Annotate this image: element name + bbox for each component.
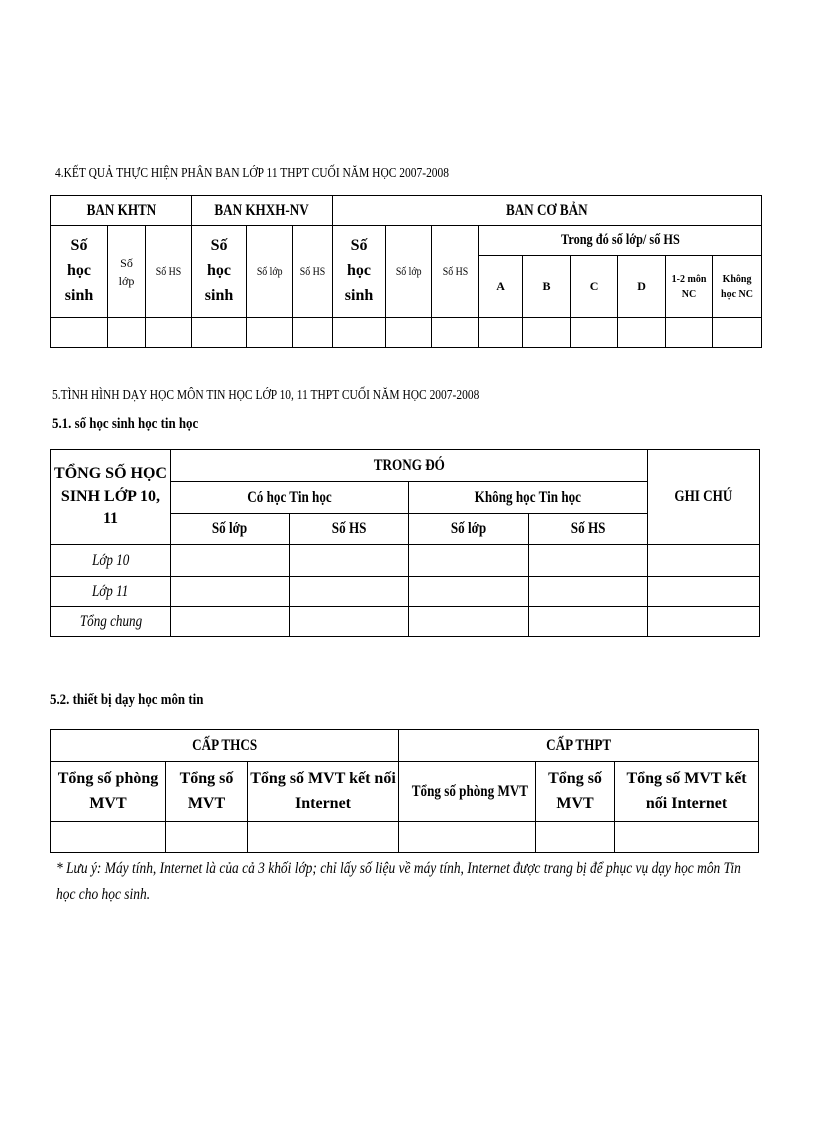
col-a: A (479, 256, 523, 318)
row-label-lop-10: Lớp 10 (51, 545, 171, 577)
header-cap-thpt: CẤP THPT (399, 730, 759, 762)
header-so-hs-khong-hoc: Số HS (529, 514, 648, 545)
header-tong-so-internet-thcs: Tổng số MVT kết nối Internet (248, 762, 399, 822)
col-so-hs-khtn: Số HS (146, 226, 192, 318)
col-1-2-mon-nc: 1-2 môn NC (666, 256, 713, 318)
table-hoc-sinh-tin-hoc (50, 449, 760, 637)
row-label-lop-11: Lớp 11 (51, 577, 171, 607)
col-so-lop-khtn: Số lớp (108, 226, 146, 318)
col-so-hoc-sinh-khtn: Số học sinh (51, 226, 108, 318)
header-cap-thcs: CẤP THCS (51, 730, 399, 762)
col-d: D (618, 256, 666, 318)
header-trong-do: TRONG ĐÓ (171, 450, 648, 482)
header-ghi-chu: GHI CHÚ (648, 450, 760, 545)
footnote-luu-y: * Lưu ý: Máy tính, Internet là của cả 3 khối lớp; chỉ lấy số liệu về máy tính, Internet được trang bị để phục vụ dạy học môn Tin học cho học sinh. (56, 860, 741, 903)
section-5-2-title: 5.2. thiết bị dạy học môn tin (50, 692, 204, 708)
col-so-hoc-sinh-cb: Số học sinh (333, 226, 386, 318)
col-so-hs-cb: Số HS (432, 226, 479, 318)
header-tong-so-mvt-thcs: Tổng số MVT (166, 762, 248, 822)
header-tong-so-phong-thpt: Tổng số phòng MVT (399, 762, 536, 822)
header-ban-khtn: BAN KHTN (51, 196, 192, 226)
header-ban-co-ban: BAN CƠ BẢN (333, 196, 762, 226)
header-trong-do: Trong đó số lớp/ số HS (479, 226, 762, 256)
col-c: C (571, 256, 618, 318)
col-khong-hoc-nc: Không học NC (713, 256, 762, 318)
header-khong-hoc-tin-hoc: Không học Tin học (409, 482, 648, 514)
section-5-title: 5.TÌNH HÌNH DẠY HỌC MÔN TIN HỌC LỚP 10, 11 THPT CUỐI NĂM HỌC 2007-2008 (52, 388, 480, 403)
header-tong-so-internet-thpt: Tổng số MVT kết nối Internet (615, 762, 759, 822)
header-so-hs-co-hoc: Số HS (290, 514, 409, 545)
col-so-hs-khxh: Số HS (293, 226, 333, 318)
table-row (51, 318, 762, 348)
table-row (51, 607, 760, 637)
table-row (51, 545, 760, 577)
row-label-tong-chung: Tổng chung (51, 607, 171, 637)
header-so-lop-khong-hoc: Số lớp (409, 514, 529, 545)
table-row (51, 577, 760, 607)
table-phan-ban-lop-11 (50, 195, 762, 348)
header-tong-so-hoc-sinh: TỔNG SỐ HỌC SINH LỚP 10, 11 (51, 450, 171, 545)
table-row (51, 822, 759, 853)
header-co-hoc-tin-hoc: Có học Tin học (171, 482, 409, 514)
header-so-lop-co-hoc: Số lớp (171, 514, 290, 545)
header-tong-so-phong-thcs: Tổng số phòng MVT (51, 762, 166, 822)
header-tong-so-mvt-thpt: Tổng số MVT (536, 762, 615, 822)
table-thiet-bi-day-hoc (50, 729, 759, 853)
col-so-hoc-sinh-khxh: Số học sinh (192, 226, 247, 318)
col-so-lop-cb: Số lớp (386, 226, 432, 318)
col-so-lop-khxh: Số lớp (247, 226, 293, 318)
col-b: B (523, 256, 571, 318)
section-5-1-title: 5.1. số học sinh học tin học (52, 416, 199, 432)
header-ban-khxh: BAN KHXH-NV (192, 196, 333, 226)
section-4-title: 4.KẾT QUẢ THỰC HIỆN PHÂN BAN LỚP 11 THPT CUỐI NĂM HỌC 2007-2008 (55, 166, 450, 181)
